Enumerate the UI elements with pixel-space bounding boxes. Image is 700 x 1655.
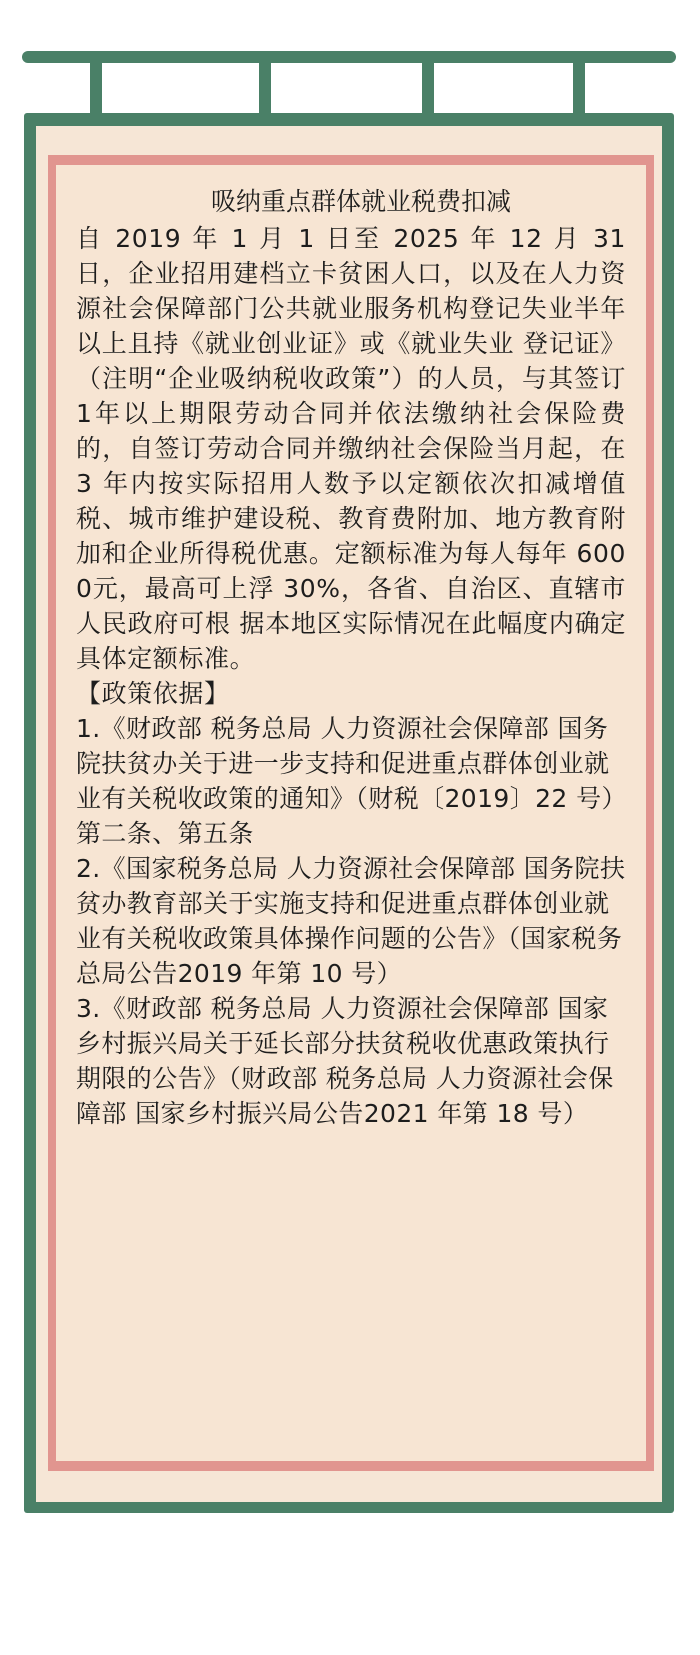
hanging-post [259, 60, 271, 120]
notice-content [76, 184, 626, 1131]
hanging-post [90, 60, 102, 120]
policy-reference-3: 3.《财政部 税务总局 人力资源社会保障部 国家乡村振兴局关于延长部分扶贫税收优惠政策执行期限的公告》（财政部 税务总局 人力资源社会保障部 国家乡村振兴局公告2021 年第 18 号） [76, 994, 614, 1128]
notice-body: 自 2019 年 1 月 1 日至 2025 年 12 月 31 日，企业招用建档立卡贫困人口，以及在人力资源社会保障部门公共就业服务机构登记失业半年以上且持《就业创业证》或《就业失业 登记证》（注明“企业吸纳税收政策”）的人员，与其签订1年以上期限劳动合同并依法缴纳社会保险费的，自签订劳动合同并缴纳社会保险当月起，在 3 年内按实际招用人数予以定额依次扣减增值税、城市维护建设税、教育费附加、地方教育附加和企业所得税优惠。定额标准为每人每年 6000元，最高可上浮 30%，各省、自治区、直辖市人民政府可根 据本地区实际情况在此幅度内确定具体定额标准。 [76, 224, 626, 673]
policy-reference-1: 1.《财政部 税务总局 人力资源社会保障部 国务院扶贫办关于进一步支持和促进重点群体创业就业有关税收政策的通知》（财税〔2019〕22 号）第二条、第五条 [76, 714, 615, 848]
policy-basis-heading: 【政策依据】 [76, 679, 230, 708]
hanging-post [573, 60, 585, 120]
policy-reference-2: 2.《国家税务总局 人力资源社会保障部 国务院扶贫办教育部关于实施支持和促进重点群体创业就业有关税收政策具体操作问题的公告》（国家税务总局公告2019 年第 10 号） [76, 854, 626, 988]
notice-title: 吸纳重点群体就业税费扣减 [210, 187, 511, 216]
hanging-post [422, 60, 434, 120]
